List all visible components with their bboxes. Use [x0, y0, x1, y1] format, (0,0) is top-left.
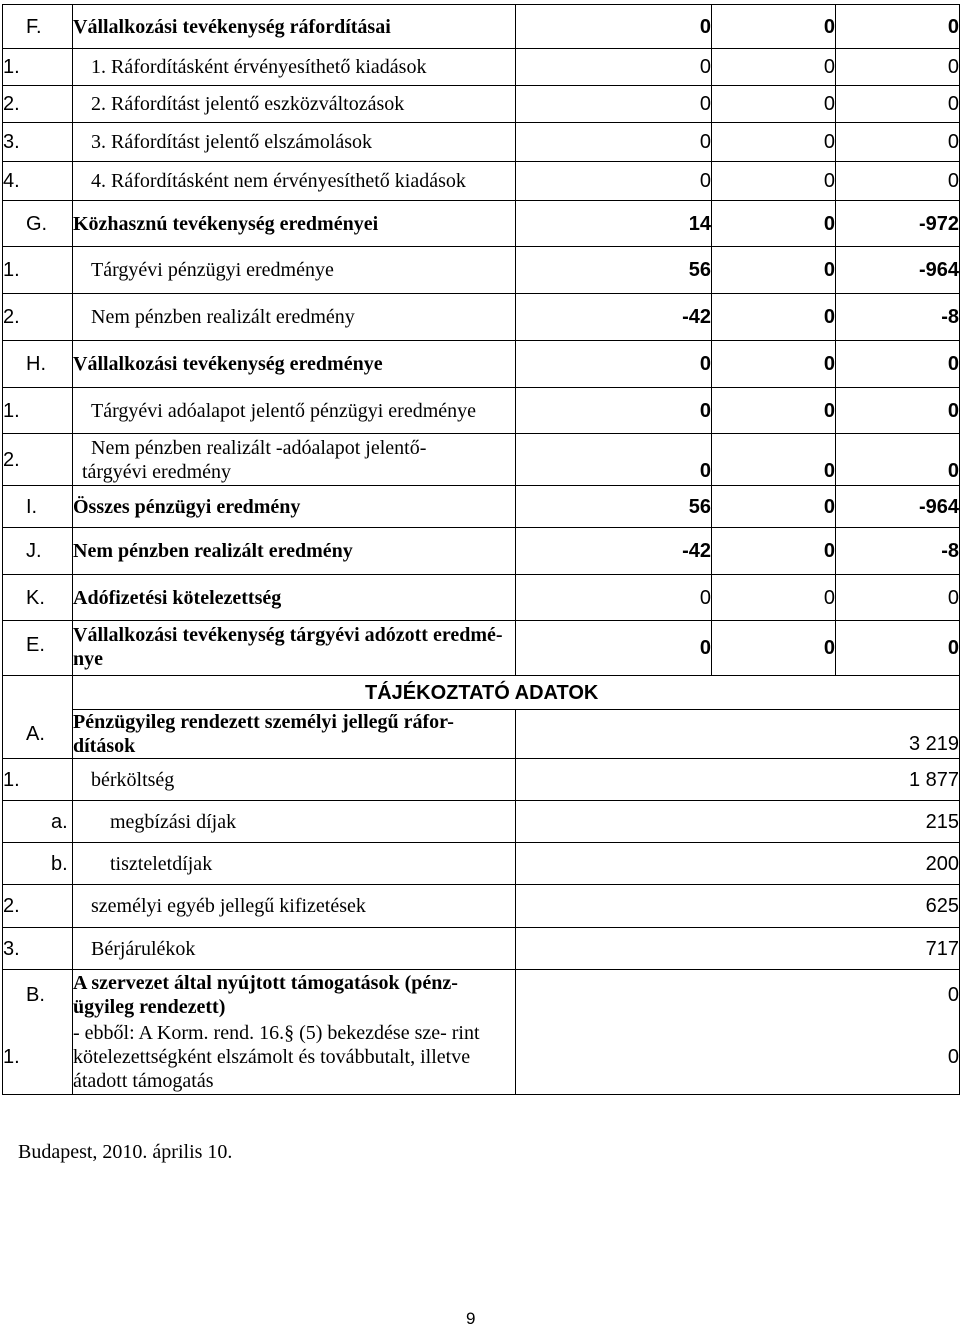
row-code: 1. — [3, 759, 73, 801]
row-value-3: -964 — [836, 247, 960, 294]
row-value: 625 — [516, 885, 960, 928]
info-section-title: TÁJÉKOZTATÓ ADATOK — [73, 676, 960, 710]
row-label: 1. Ráfordításként érvényesíthető kiadások — [73, 49, 516, 86]
table-row — [3, 710, 960, 759]
row-code: A. — [3, 710, 73, 759]
page-number: 9 — [466, 1309, 476, 1328]
row-label: Nem pénzben realizált eredmény — [73, 294, 516, 341]
table-row — [3, 123, 960, 162]
row-value: 1 877 — [516, 759, 960, 801]
row-code: a. — [3, 801, 73, 843]
row-label: Összes pénzügyi eredmény — [73, 486, 516, 528]
row-value-1: 0 — [516, 162, 712, 201]
row-code: 1. — [3, 247, 73, 294]
row-value-1: 56 — [516, 486, 712, 528]
row-value-3: -8 — [836, 294, 960, 341]
row-value: 0 — [516, 970, 960, 1020]
row-code: 2. — [3, 294, 73, 341]
table-row — [3, 885, 960, 928]
table-row — [3, 434, 960, 486]
place-and-date: Budapest, 2010. április 10. — [18, 1141, 233, 1163]
row-code: 3. — [3, 928, 73, 970]
row-code: F. — [3, 5, 73, 49]
row-value-2: 0 — [712, 5, 836, 49]
table-row — [3, 801, 960, 843]
row-code: 2. — [3, 434, 73, 486]
row-value-2: 0 — [712, 486, 836, 528]
row-label: Bérjárulékok — [73, 928, 516, 970]
row-label: Adófizetési kötelezettség — [73, 575, 516, 621]
table-row — [3, 49, 960, 86]
row-label: bérköltség — [73, 759, 516, 801]
table-row — [3, 201, 960, 247]
table-row — [3, 843, 960, 885]
row-value-1: -42 — [516, 294, 712, 341]
row-label: Tárgyévi adóalapot jelentő pénzügyi eredménye — [73, 388, 516, 434]
row-value-2: 0 — [712, 247, 836, 294]
row-code: I. — [3, 486, 73, 528]
row-code: 1. — [3, 388, 73, 434]
row-label: - ebből: A Korm. rend. 16.§ (5) bekezdése sze- rint kötelezettségként elszámolt és továbbutalt, illetve átadott támogatás — [73, 1020, 516, 1095]
row-value: 717 — [516, 928, 960, 970]
row-value-3: 0 — [836, 49, 960, 86]
row-code: E. — [3, 621, 73, 676]
row-value-1: 56 — [516, 247, 712, 294]
row-value-1: -42 — [516, 528, 712, 575]
row-value-2: 0 — [712, 434, 836, 486]
row-label: 2. Ráfordítást jelentő eszközváltozások — [73, 86, 516, 123]
row-code: B. — [3, 970, 73, 1020]
row-value-3: -972 — [836, 201, 960, 247]
row-value-3: -8 — [836, 528, 960, 575]
row-value-1: 0 — [516, 49, 712, 86]
row-value-1: 0 — [516, 5, 712, 49]
table-row — [3, 928, 960, 970]
row-label: Tárgyévi pénzügyi eredménye — [73, 247, 516, 294]
table-row — [3, 162, 960, 201]
row-value-3: 0 — [836, 621, 960, 676]
table-row — [3, 486, 960, 528]
table-row — [3, 5, 960, 49]
row-value-2: 0 — [712, 162, 836, 201]
table-row — [3, 247, 960, 294]
table-row — [3, 676, 960, 710]
row-value-3: 0 — [836, 341, 960, 388]
row-value-3: 0 — [836, 123, 960, 162]
row-label: Nem pénzben realizált eredmény — [73, 528, 516, 575]
row-value-1: 0 — [516, 123, 712, 162]
row-value-1: 0 — [516, 388, 712, 434]
row-code: K. — [3, 575, 73, 621]
row-code: H. — [3, 341, 73, 388]
row-label: Nem pénzben realizált -adóalapot jelentő- tárgyévi eredmény — [73, 434, 516, 486]
row-value-3: -964 — [836, 486, 960, 528]
row-label: 3. Ráfordítást jelentő elszámolások — [73, 123, 516, 162]
row-code: J. — [3, 528, 73, 575]
row-value: 3 219 — [516, 710, 960, 759]
row-code: 4. — [3, 162, 73, 201]
row-value-2: 0 — [712, 294, 836, 341]
row-label: Vállalkozási tevékenység tárgyévi adózott eredmé- nye — [73, 621, 516, 676]
table-row — [3, 575, 960, 621]
row-value-3: 0 — [836, 434, 960, 486]
row-value-1: 0 — [516, 86, 712, 123]
table-row — [3, 294, 960, 341]
row-value-3: 0 — [836, 5, 960, 49]
empty-cell — [3, 676, 73, 710]
row-value-2: 0 — [712, 86, 836, 123]
row-value-3: 0 — [836, 575, 960, 621]
row-value-2: 0 — [712, 388, 836, 434]
table-row — [3, 621, 960, 676]
row-value-1: 0 — [516, 621, 712, 676]
row-label: tiszteletdíjak — [73, 843, 516, 885]
table-row — [3, 759, 960, 801]
table-row — [3, 1020, 960, 1095]
row-value-1: 14 — [516, 201, 712, 247]
row-label: megbízási díjak — [73, 801, 516, 843]
row-code: G. — [3, 201, 73, 247]
row-code: 1. — [3, 49, 73, 86]
row-label: A szervezet által nyújtott támogatások (pénz- ügyileg rendezett) — [73, 970, 516, 1020]
row-value-2: 0 — [712, 341, 836, 388]
row-value-2: 0 — [712, 201, 836, 247]
row-value-2: 0 — [712, 621, 836, 676]
row-code: 3. — [3, 123, 73, 162]
table-row — [3, 388, 960, 434]
table-row — [3, 341, 960, 388]
row-label: Pénzügyileg rendezett személyi jellegű ráfor- dítások — [73, 710, 516, 759]
table-row — [3, 528, 960, 575]
row-label: 4. Ráfordításként nem érvényesíthető kiadások — [73, 162, 516, 201]
row-code: 2. — [3, 86, 73, 123]
row-value-2: 0 — [712, 49, 836, 86]
row-code: 1. — [3, 1020, 73, 1095]
row-value-3: 0 — [836, 86, 960, 123]
row-value-1: 0 — [516, 575, 712, 621]
row-value-1: 0 — [516, 341, 712, 388]
table-row — [3, 86, 960, 123]
row-label: Vállalkozási tevékenység eredménye — [73, 341, 516, 388]
row-value-1: 0 — [516, 434, 712, 486]
row-code: b. — [3, 843, 73, 885]
row-value-2: 0 — [712, 575, 836, 621]
row-value: 0 — [516, 1020, 960, 1095]
row-value-3: 0 — [836, 162, 960, 201]
table-row — [3, 970, 960, 1020]
row-code: 2. — [3, 885, 73, 928]
row-value-2: 0 — [712, 528, 836, 575]
row-value-3: 0 — [836, 388, 960, 434]
row-label: Közhasznú tevékenység eredményei — [73, 201, 516, 247]
row-value: 215 — [516, 801, 960, 843]
row-value-2: 0 — [712, 123, 836, 162]
row-label: Vállalkozási tevékenység ráfordításai — [73, 5, 516, 49]
financial-report-table — [2, 4, 960, 1095]
row-value: 200 — [516, 843, 960, 885]
row-label: személyi egyéb jellegű kifizetések — [73, 885, 516, 928]
